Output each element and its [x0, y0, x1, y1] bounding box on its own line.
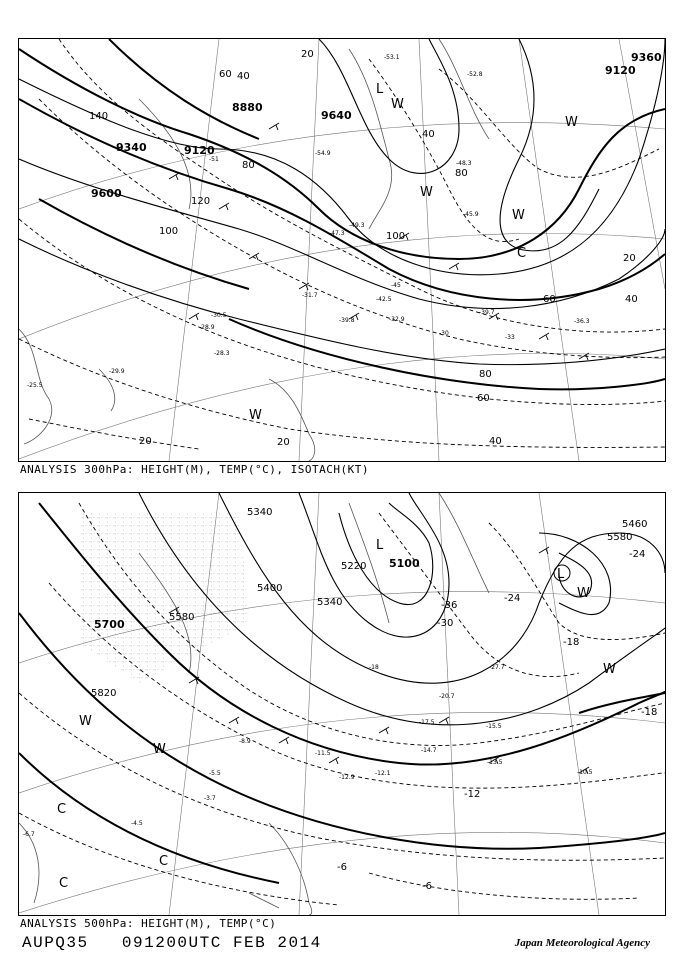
isotach-label: 20 [277, 437, 290, 448]
temp-label: -42.5 [376, 296, 392, 303]
caption-500hpa: ANALYSIS 500hPa: HEIGHT(M), TEMP(°C) [20, 917, 277, 930]
temp-label: -24 [504, 593, 521, 604]
isotach-label: 40 [237, 71, 250, 82]
temp-label: -18 [641, 707, 658, 718]
temp-label: -30.5 [211, 312, 227, 319]
height-label: 5580 [169, 612, 195, 623]
isotach-label: 80 [479, 369, 492, 380]
temp-label: -11.5 [315, 750, 331, 757]
isotach-label: 80 [242, 160, 255, 171]
isotach-label: 40 [489, 436, 502, 447]
isotach-label: 40 [422, 129, 435, 140]
temp-label: -33 [505, 334, 515, 341]
temp-label: -14.7 [421, 747, 437, 754]
isotach-label: 120 [191, 196, 211, 207]
chart-header [22, 934, 322, 952]
temp-label: -3.7 [204, 795, 216, 802]
height-label: 9120 [184, 144, 215, 157]
low-pressure-symbol: L [557, 567, 565, 582]
low-pressure-symbol: L [376, 538, 384, 553]
temp-label: -31.7 [302, 292, 318, 299]
cold-symbol: C [159, 854, 169, 869]
temp-label: -53.1 [384, 54, 400, 61]
temp-label: -25.5 [27, 382, 43, 389]
chart-id-code: AUPQ35 [22, 934, 89, 952]
height-label: 5820 [91, 688, 117, 699]
warm-symbol: W [79, 714, 92, 729]
isotach-label: 20 [139, 436, 152, 447]
valid-time: 091200UTC FEB 2014 [121, 934, 322, 952]
warm-symbol: W [512, 208, 525, 223]
temp-label: -18 [563, 637, 580, 648]
temp-label: -30 [437, 618, 454, 629]
temp-label: -52.8 [467, 71, 483, 78]
height-label: 5100 [389, 557, 420, 570]
height-label: 9360 [631, 51, 662, 64]
temp-label: -6 [337, 862, 347, 873]
height-label: 5340 [247, 507, 273, 518]
temp-label: -30 [439, 330, 449, 337]
height-label: 5700 [94, 618, 125, 631]
temp-label: -39.8 [339, 317, 355, 324]
map-300hpa-canvas [19, 39, 665, 461]
height-label: 5400 [257, 583, 283, 594]
height-label: 9340 [116, 141, 147, 154]
map-300hpa [18, 38, 666, 462]
warm-symbol: W [391, 97, 404, 112]
isotach-label: 60 [477, 393, 490, 404]
height-label: 5580 [607, 532, 633, 543]
isotach-label: 80 [455, 168, 468, 179]
height-contours [19, 39, 665, 365]
temp-label: -54.9 [315, 150, 331, 157]
temp-label: -5.5 [209, 770, 221, 777]
thick-contours [19, 39, 665, 389]
height-label: 5340 [317, 597, 343, 608]
temp-label: -15.5 [486, 723, 502, 730]
temp-label: -24 [629, 549, 646, 560]
height-label: 9600 [91, 187, 122, 200]
height-label: 8880 [232, 101, 263, 114]
cold-symbol: C [57, 802, 67, 817]
height-label: 5220 [341, 561, 367, 572]
temp-label: -45.9 [463, 211, 479, 218]
temp-label: -39.7 [479, 309, 495, 316]
temp-label: -47.3 [329, 230, 345, 237]
temp-label: -36.3 [574, 318, 590, 325]
temp-label: -4.5 [131, 820, 143, 827]
warm-symbol: W [603, 662, 616, 677]
temp-label: -28.3 [214, 350, 230, 357]
cold-symbol: C [59, 876, 69, 891]
isotach-label: 40 [625, 294, 638, 305]
temp-label: -45 [391, 282, 401, 289]
temp-label: -13.5 [487, 759, 503, 766]
warm-symbol: W [577, 586, 590, 601]
warm-symbol: W [420, 185, 433, 200]
height-label: 9120 [605, 64, 636, 77]
map-500hpa [18, 492, 666, 916]
temp-label: -8.9 [239, 738, 251, 745]
agency-name: Japan Meteorological Agency [514, 937, 650, 949]
graticule [19, 39, 665, 461]
temp-label: -20.7 [439, 693, 455, 700]
temp-label: -12 [464, 789, 481, 800]
temp-label: -12.1 [375, 770, 391, 777]
isotach-label: 20 [301, 49, 314, 60]
temp-label: -12.9 [339, 774, 355, 781]
warm-symbol: W [565, 115, 578, 130]
temp-label: -32.9 [389, 316, 405, 323]
height-label: 5460 [622, 519, 648, 530]
low-pressure-symbol: L [376, 82, 384, 97]
isotherm-lines [19, 39, 665, 449]
temp-label: -27.7 [489, 664, 505, 671]
height-label: 9640 [321, 109, 352, 122]
cold-symbol: C [517, 246, 527, 261]
temp-label: -18 [369, 664, 379, 671]
temp-label: -29.9 [109, 368, 125, 375]
isotach-label: 100 [386, 231, 406, 242]
map-500hpa-canvas [19, 493, 665, 915]
warm-symbol: W [249, 408, 262, 423]
isotach-label: 20 [623, 253, 636, 264]
temp-label: -10.5 [577, 769, 593, 776]
temp-label: -48.3 [456, 160, 472, 167]
temp-label: -17.5 [419, 719, 435, 726]
isotach-label: 140 [89, 111, 109, 122]
isotach-label: 60 [543, 294, 556, 305]
temp-label: -6.7 [23, 831, 35, 838]
caption-300hpa: ANALYSIS 300hPa: HEIGHT(M), TEMP(°C), ISOTACH(KT) [20, 463, 370, 476]
temp-label: -51 [209, 156, 219, 163]
temp-label: -6 [422, 881, 432, 892]
temp-label: -36 [441, 600, 458, 611]
temp-label: -28.9 [199, 324, 215, 331]
temp-label: -49.3 [349, 222, 365, 229]
isotach-label: 60 [219, 69, 232, 80]
warm-symbol: W [153, 742, 166, 757]
isotach-label: 100 [159, 226, 179, 237]
